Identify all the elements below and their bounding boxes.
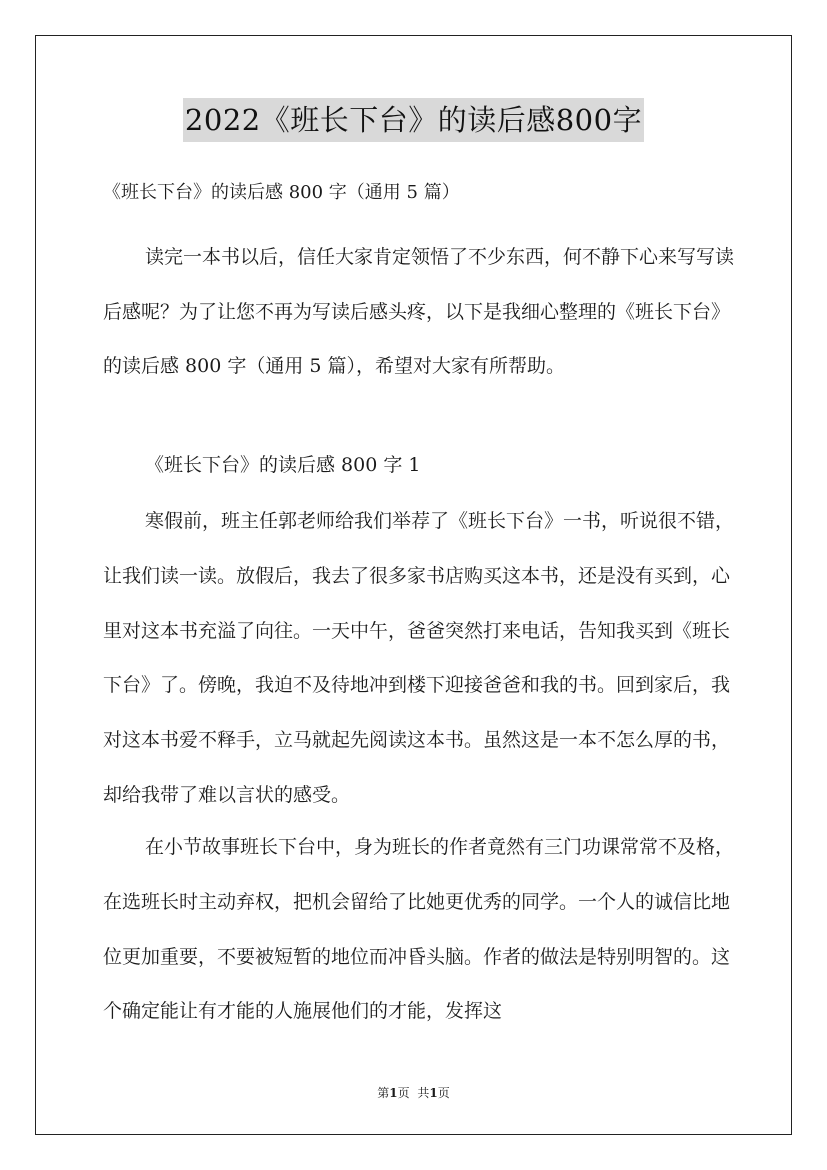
intro-paragraph: 读完一本书以后，信任大家肯定领悟了不少东西，何不静下心来写写读后感呢？为了让您不再为写读后感头疼，以下是我细心整理的《班长下台》的读后感 800 字（通用 5 篇），希望对大家有所帮助。	[103, 246, 735, 377]
total-label-suffix: 页	[437, 1086, 450, 1100]
title-container	[0, 98, 827, 142]
document-subtitle: 《班长下台》的读后感 800 字（通用 5 篇）	[103, 182, 460, 203]
page-label-suffix: 页	[397, 1086, 410, 1100]
total-label-prefix: 共	[417, 1086, 430, 1100]
section-heading: 《班长下台》的读后感 800 字 1	[145, 454, 421, 476]
page-total: 1	[429, 1086, 438, 1100]
page-footer	[0, 1084, 827, 1102]
page-current: 1	[389, 1086, 398, 1100]
page-label-prefix: 第	[377, 1086, 390, 1100]
document-title: 2022《班长下台》的读后感800字	[183, 98, 644, 142]
body-paragraph-1: 寒假前，班主任郭老师给我们举荐了《班长下台》一书，听说很不错，让我们读一读。放假后，我去了很多家书店购买这本书，还是没有买到，心里对这本书充溢了向往。一天中午，爸爸突然打来电话，告知我买到《班长下台》了。傍晚，我迫不及待地冲到楼下迎接爸爸和我的书。回到家后，我对这本书爱不释手，立马就起先阅读这本书。虽然这是一本不怎么厚的书，却给我带了难以言状的感受。	[103, 510, 735, 806]
body-paragraph-2: 在小节故事班长下台中，身为班长的作者竟然有三门功课常常不及格，在选班长时主动弃权，把机会留给了比她更优秀的同学。一个人的诚信比地位更加重要，不要被短暂的地位而冲昏头脑。作者的做法是特别明智的。这个确定能让有才能的人施展他们的才能，发挥这	[103, 836, 735, 1023]
